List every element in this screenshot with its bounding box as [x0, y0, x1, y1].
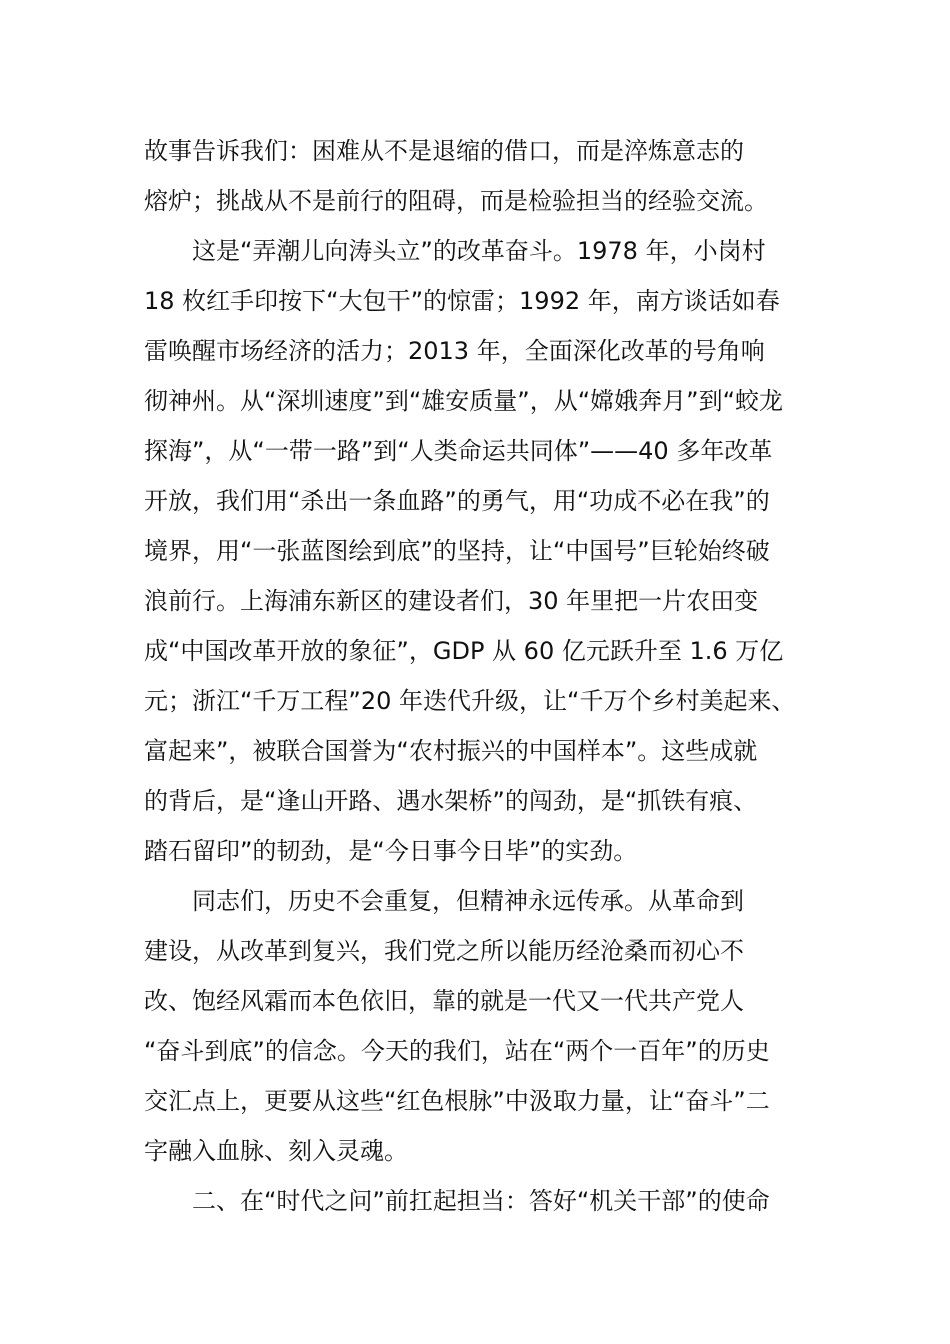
text-line: 浪前行。上海浦东新区的建设者们，30 年里把一片农田变: [144, 587, 759, 615]
text-line: 交汇点上，更要从这些“红色根脉”中汲取力量，让“奋斗”二: [144, 1087, 770, 1115]
text-line: 熔炉；挑战从不是前行的阻碍，而是检验担当的经验交流。: [144, 187, 768, 215]
paragraph-start-line: 同志们，历史不会重复，但精神永远传承。从革命到: [192, 887, 744, 915]
text-line: 彻神州。从“深圳速度”到“雄安质量”，从“嫦娥奔月”到“蛟龙: [144, 387, 784, 415]
text-line: 雷唤醒市场经济的活力；2013 年，全面深化改革的号角响: [144, 337, 765, 365]
text-line: 故事告诉我们：困难从不是退缩的借口，而是淬炼意志的: [144, 137, 744, 165]
text-line: 成“中国改革开放的象征”，GDP 从 60 亿元跃升至 1.6 万亿: [144, 637, 784, 665]
text-line: 元；浙江“千万工程”20 年迭代升级，让“千万个乡村美起来、: [144, 687, 796, 715]
text-line: 建设，从改革到复兴，我们党之所以能历经沧桑而初心不: [144, 937, 744, 965]
text-line: 字融入血脉、刻入灵魂。: [144, 1137, 408, 1165]
text-line: 富起来”，被联合国誉为“农村振兴的中国样本”。这些成就: [144, 737, 758, 765]
text-line: “奋斗到底”的信念。今天的我们，站在“两个一百年”的历史: [144, 1037, 770, 1065]
paragraph-start-line: 这是“弄潮儿向涛头立”的改革奋斗。1978 年，小岗村: [192, 237, 766, 265]
text-line: 18 枚红手印按下“大包干”的惊雷；1992 年，南方谈话如春: [144, 287, 780, 315]
body-text: [144, 126, 824, 1226]
text-line: 踏石留印”的韧劲，是“今日事今日毕”的实劲。: [144, 837, 638, 865]
section-heading-line: 二、在“时代之问”前扛起担当：答好“机关干部”的使命: [192, 1187, 770, 1215]
text-line: 开放，我们用“杀出一条血路”的勇气，用“功成不必在我”的: [144, 487, 770, 515]
text-line: 的背后，是“逢山开路、遇水架桥”的闯劲，是“抓铁有痕、: [144, 787, 758, 815]
text-line: 改、饱经风霜而本色依旧，靠的就是一代又一代共产党人: [144, 987, 744, 1015]
text-line: 探海”，从“一带一路”到“人类命运共同体”——40 多年改革: [144, 437, 773, 465]
text-line: 境界，用“一张蓝图绘到底”的坚持，让“中国号”巨轮始终破: [144, 537, 770, 565]
